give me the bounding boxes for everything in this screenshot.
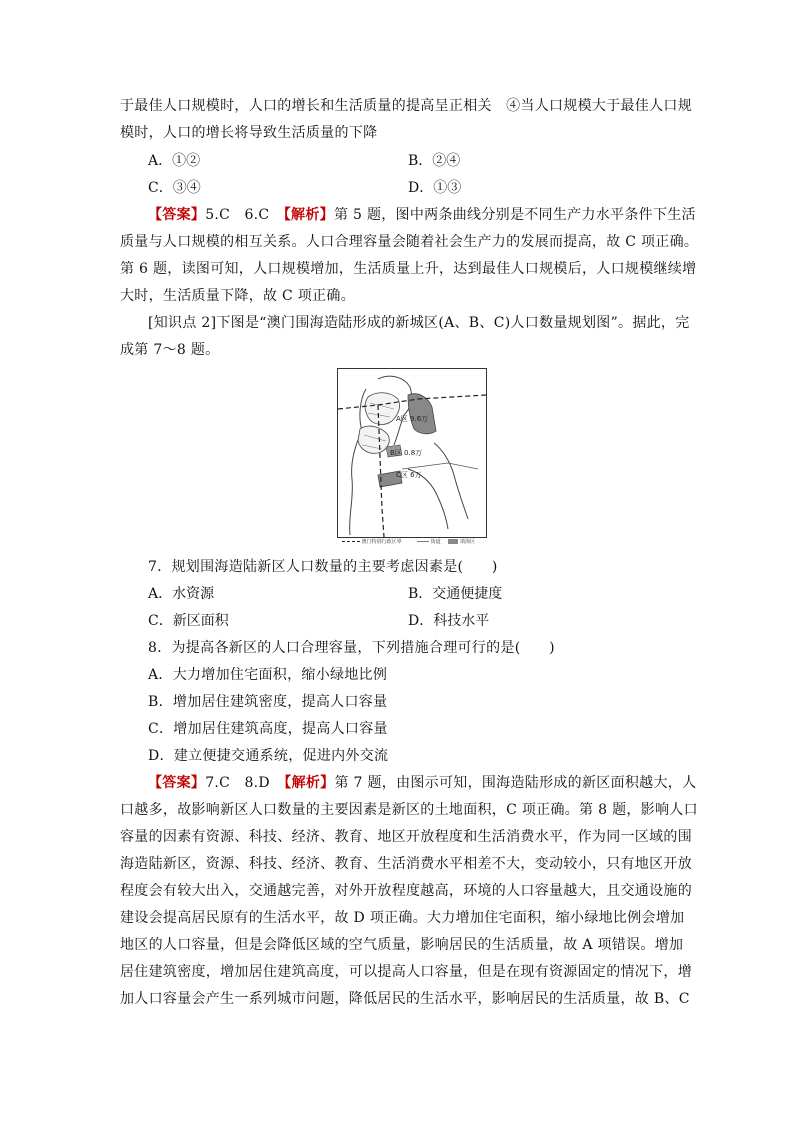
option-c: C．新区面积 [148, 613, 229, 629]
analysis-line: 居住建筑密度，增加居住建筑高度，可以提高人口容量，但是在现有资源固定的情况下，增 [120, 964, 692, 980]
option-b: B．交通便捷度 [408, 586, 503, 602]
analysis-line: 第 6 题，读图可知，人口规模增加，生活质量上升，达到最佳人口规模后，人口规模继续增 [120, 261, 697, 277]
answer-tag: 【答案】 [148, 207, 206, 223]
analysis-line: 程度会有较大出入，交通越完善，对外开放程度越高，环境的人口容量越大，且交通设施的 [120, 883, 692, 899]
boundary-line-icon [342, 541, 360, 542]
option-d: D．①③ [408, 180, 462, 196]
option-a: A．大力增加住宅面积，缩小绿地比例 [148, 667, 388, 683]
map-legend [342, 538, 487, 550]
knowledge-point: 成第 7～8 题。 [120, 342, 220, 358]
macau-map [337, 368, 487, 538]
label-zone-a: A区 9.6万 [396, 415, 429, 423]
answer-line [148, 773, 696, 793]
label-zone-b: B区 0.8万 [390, 449, 423, 457]
street-line-icon [417, 541, 429, 542]
legend-reclaim: 填海区 [460, 539, 476, 545]
text-line: 模时，人口的增长将导致生活质量的下降 [120, 125, 378, 141]
option-d: D．建立便捷交通系统，促进内外交流 [148, 748, 389, 764]
analysis-line: 海造陆新区，资源、科技、经济、教育、生活消费水平相差不大，变动较小，只有地区开放 [120, 856, 692, 872]
analysis-tag: 【解析】 [284, 775, 335, 791]
analysis-line: 容量的因素有资源、科技、经济、教育、地区开放程度和生活消费水平，作为同一区域的围 [120, 829, 692, 845]
analysis-line: 加人口容量会产生一系列城市问题，降低居民的生活水平，影响居民的生活质量，故 B、C [120, 991, 690, 1007]
answer-tag: 【答案】 [148, 775, 206, 791]
analysis-line: 建设会提高居民原有的生活水平，故 D 项正确。大力增加住宅面积，缩小绿地比例会增加 [120, 910, 685, 926]
option-a: A．水资源 [148, 586, 215, 602]
option-b: B．增加居住建筑密度，提高人口容量 [148, 694, 388, 710]
option-a: A．①② [148, 153, 201, 169]
answer-values: 7.C 8.D [205, 775, 285, 791]
legend-boundary: 澳门特别行政区界 [361, 539, 402, 545]
option-c: C．③④ [148, 180, 201, 196]
analysis-line: 质量与人口规模的相互关系。人口合理容量会随着社会生产力的发展而提高，故 C 项正确。 [120, 234, 699, 250]
answer-line [148, 205, 696, 225]
option-c: C．增加居住建筑高度，提高人口容量 [148, 721, 388, 737]
text-line: 于最佳人口规模时，人口的增长和生活质量的提高呈正相关 ④当人口规模大于最佳人口规 [120, 98, 692, 114]
map-drawing [338, 369, 486, 537]
analysis-line: 地区的人口容量，但是会降低区域的空气质量，影响居民的生活质量，故 A 项错误。增加 [120, 937, 684, 953]
label-zone-c: C区 6万 [396, 471, 422, 479]
option-b: B．②④ [408, 153, 461, 169]
question-8-stem: 8．为提高各新区的人口合理容量，下列措施合理可行的是( ) [148, 640, 555, 656]
analysis-tag: 【解析】 [283, 207, 334, 223]
analysis-line: 大时，生活质量下降，故 C 项正确。 [120, 288, 356, 304]
reclaim-swatch-icon [448, 539, 458, 544]
analysis-text: 第 5 题，图中两条曲线分别是不同生产力水平条件下生活 [333, 207, 696, 223]
question-7-stem: 7．规划围海造陆新区人口数量的主要考虑因素是( ) [148, 559, 498, 575]
analysis-line: 口越多，故影响新区人口数量的主要因素是新区的土地面积，C 项正确。第 8 题，影响人口 [120, 802, 698, 818]
knowledge-point: [知识点 2]下图是“澳门围海造陆形成的新城区(A、B、C)人口数量规划图”。据此，完 [148, 315, 690, 331]
analysis-text: 第 7 题，由图示可知，围海造陆形成的新区面积越大，人 [334, 775, 697, 791]
option-d: D．科技水平 [408, 613, 490, 629]
legend-street: 街道 [430, 539, 441, 545]
answer-values: 5.C 6.C [205, 207, 284, 223]
